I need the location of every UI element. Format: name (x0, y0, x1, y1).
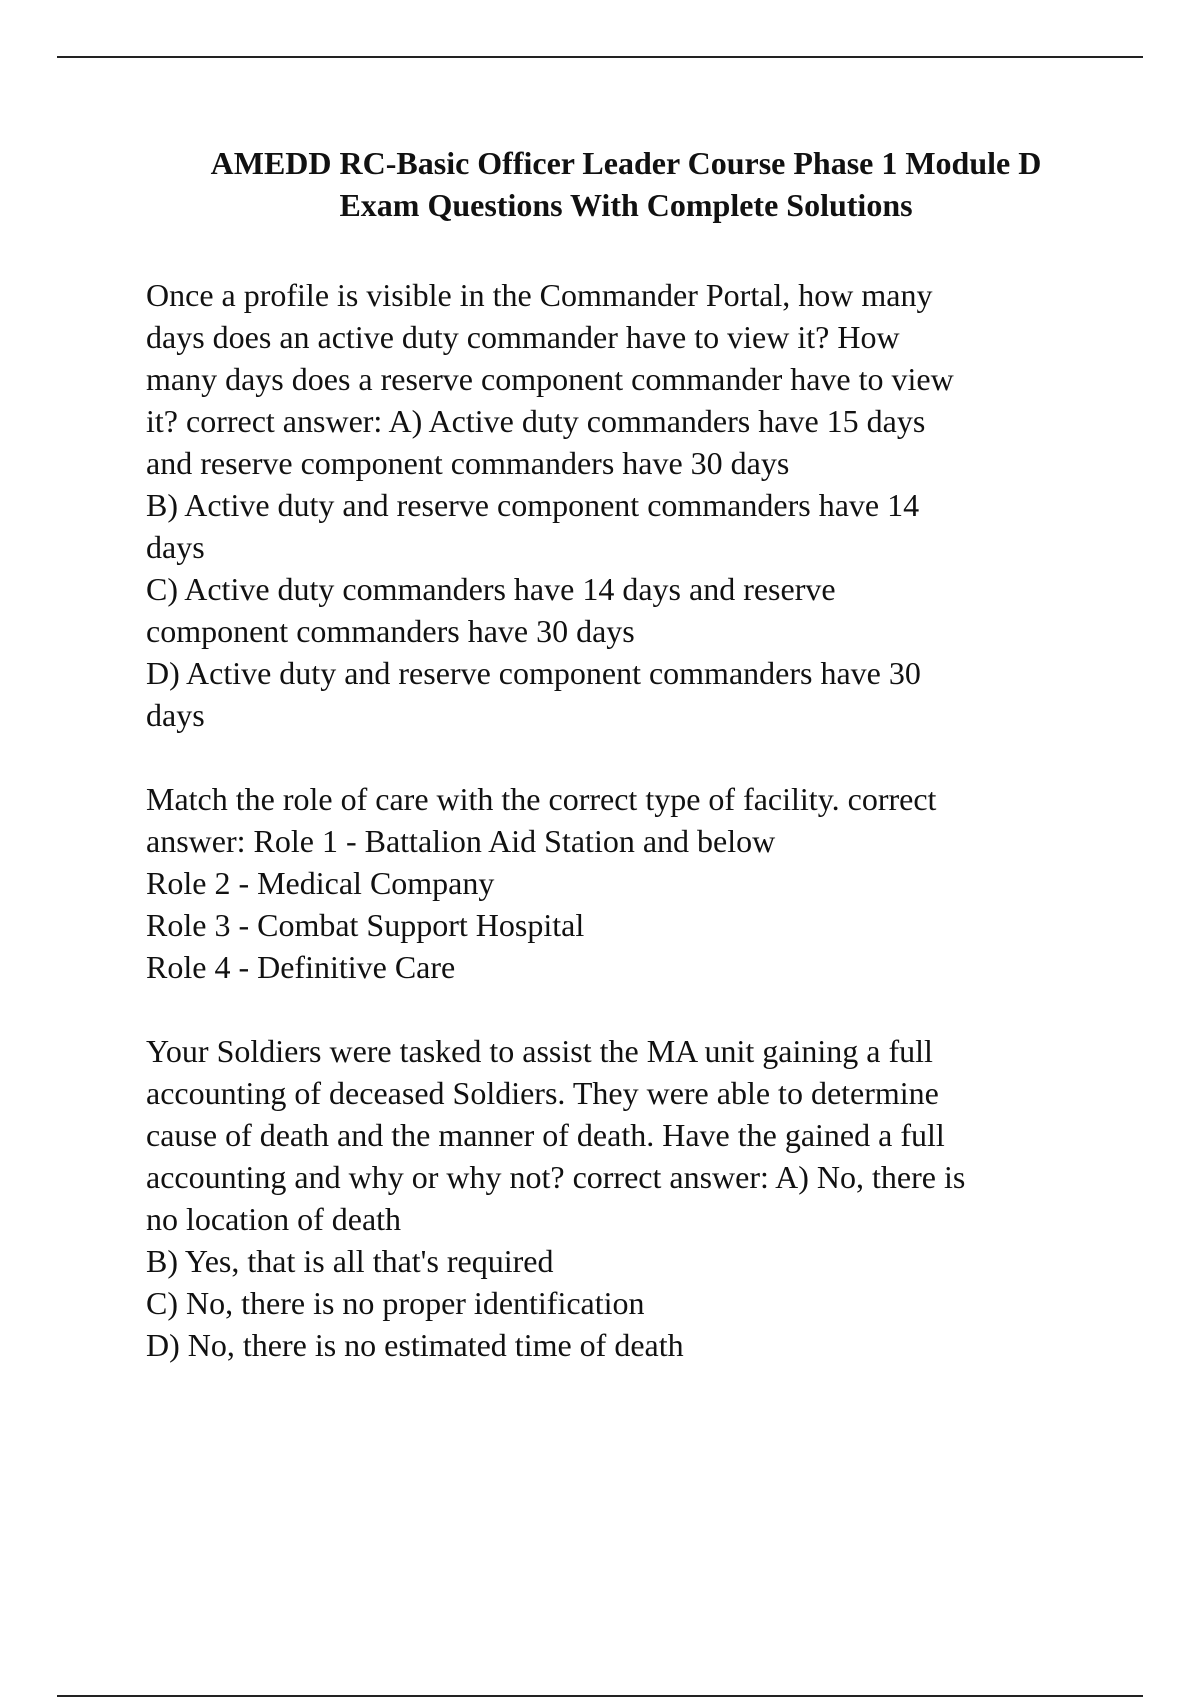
text-line: Role 4 - Definitive Care (146, 949, 456, 985)
text-line: C) No, there is no proper identification (146, 1285, 645, 1321)
top-rule (57, 56, 1143, 58)
text-line: days does an active duty commander have to view it? How (146, 319, 900, 355)
text-line: component commanders have 30 days (146, 613, 635, 649)
bottom-rule (57, 1695, 1143, 1697)
text-line: days (146, 697, 205, 733)
text-line: Match the role of care with the correct type of facility. correct (146, 781, 937, 817)
text-line: it? correct answer: A) Active duty commanders have 15 days (146, 403, 926, 439)
text-line: B) Active duty and reserve component commanders have 14 (146, 487, 920, 523)
document-title (146, 142, 1106, 226)
title-line: AMEDD RC-Basic Officer Leader Course Phase 1 Module D (210, 145, 1042, 181)
text-line: Role 2 - Medical Company (146, 865, 495, 901)
text-line: D) No, there is no estimated time of death (146, 1327, 684, 1363)
text-line: B) Yes, that is all that's required (146, 1243, 554, 1279)
text-line: answer: Role 1 - Battalion Aid Station and below (146, 823, 776, 859)
text-line: and reserve component commanders have 30 days (146, 445, 790, 481)
text-line: C) Active duty commanders have 14 days and reserve (146, 571, 836, 607)
text-line: D) Active duty and reserve component commanders have 30 (146, 655, 921, 691)
question-block-3 (146, 1030, 1106, 1366)
text-line: Role 3 - Combat Support Hospital (146, 907, 585, 943)
text-line: many days does a reserve component commander have to view (146, 361, 954, 397)
text-line: cause of death and the manner of death. Have the gained a full (146, 1117, 945, 1153)
question-block-2 (146, 778, 1106, 988)
text-line: Your Soldiers were tasked to assist the MA unit gaining a full (146, 1033, 933, 1069)
text-line: days (146, 529, 205, 565)
title-line: Exam Questions With Complete Solutions (339, 187, 913, 223)
text-line: accounting of deceased Soldiers. They were able to determine (146, 1075, 939, 1111)
document-body (146, 142, 1106, 1408)
text-line: Once a profile is visible in the Commander Portal, how many (146, 277, 933, 313)
question-block-1 (146, 274, 1106, 736)
text-line: no location of death (146, 1201, 402, 1237)
text-line: accounting and why or why not? correct answer: A) No, there is (146, 1159, 966, 1195)
